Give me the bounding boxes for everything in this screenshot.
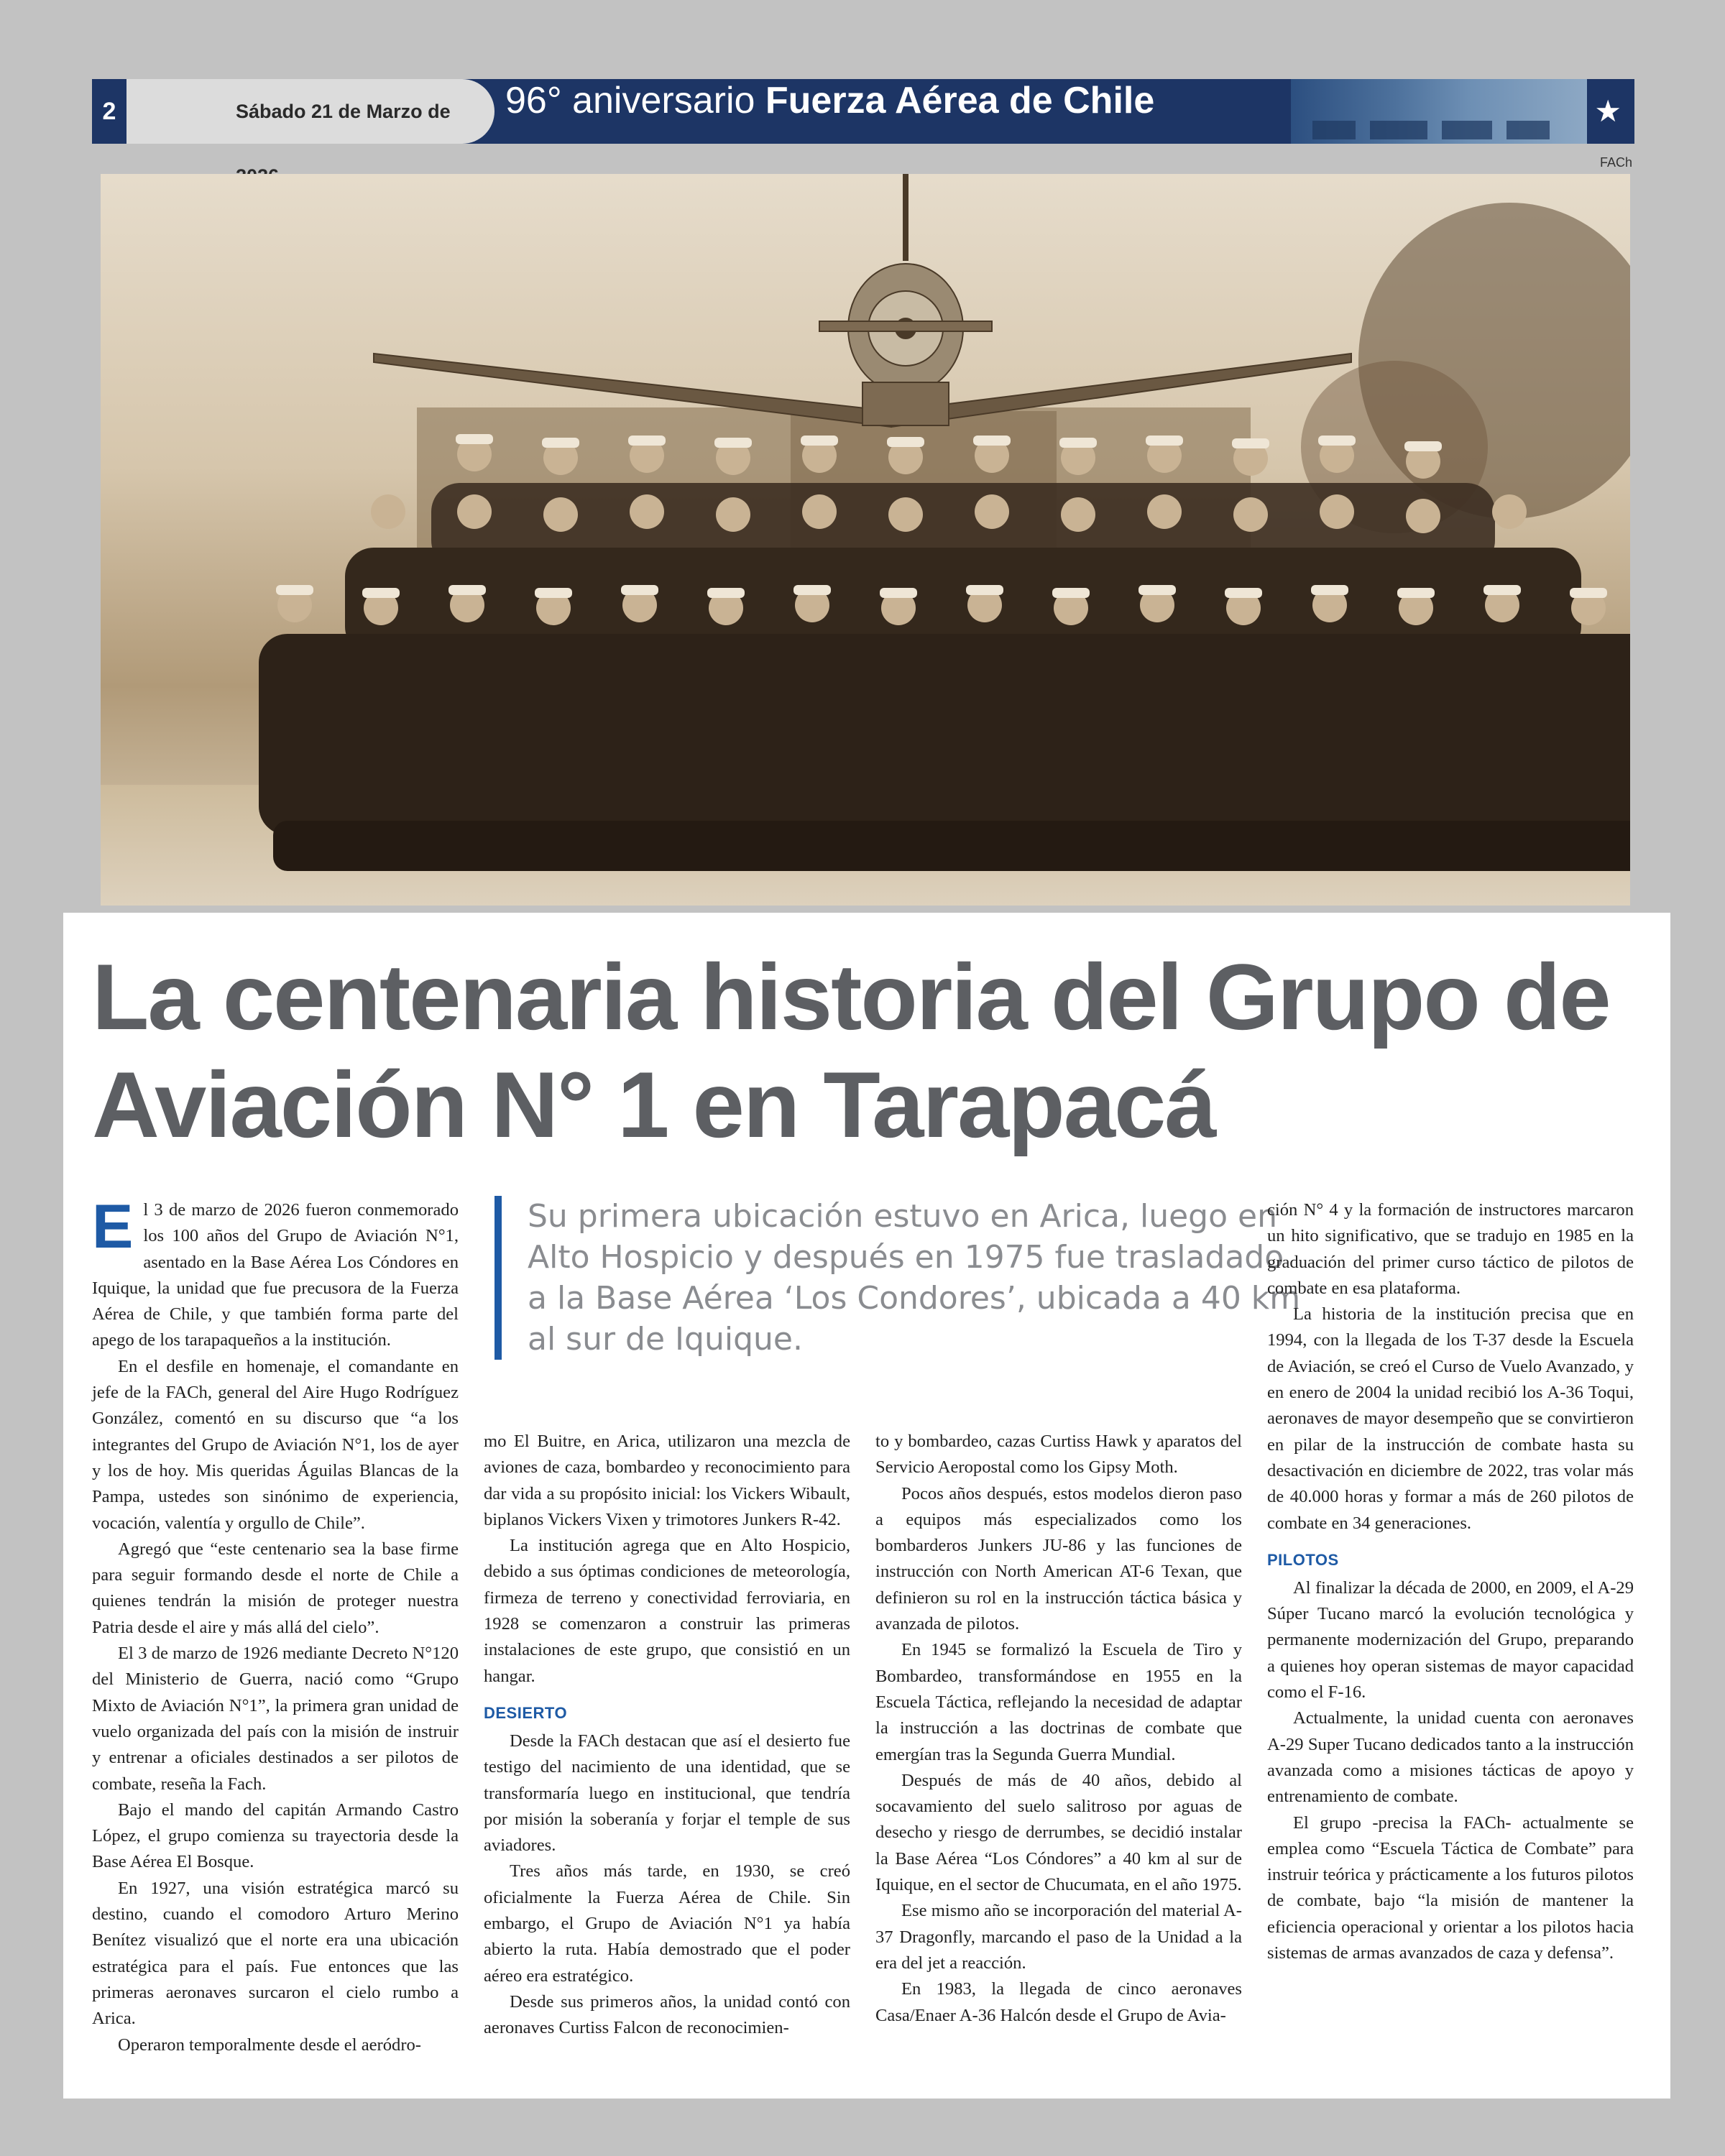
section-heading-pilotos: PILOTOS <box>1267 1550 1339 1569</box>
paragraph: La institución agrega que en Alto Hospicio, debido a sus óptimas condiciones de meteorología, firmeza de terreno y conectividad ferroviaria, en 1928 se comenzaron a construir las primeras instalaciones de este grupo, que consistió en un hangar. <box>484 1536 850 1686</box>
paragraph: En 1927, una visión estratégica marcó su destino, cuando el comodoro Arturo Merino Benítez visualizó que el norte era una ubicación estratégica para el país. Fue entonces que las primeras aeronaves surcaron el cielo rumbo a Arica. <box>92 1878 459 2029</box>
paragraph: El 3 de marzo de 1926 mediante Decreto N°120 del Ministerio de Guerra, nació como “Grupo Mixto de Aviación N°1”, la primera gran unidad de vuelo organizada del país con la misión de instruir y entrenar a oficiales destinados a ser pilotos de combate, reseña la Fach. <box>92 1644 459 1794</box>
paragraph: Desde sus primeros años, la unidad contó con aeronaves Curtiss Falcon de reconocimien- <box>484 1991 850 2038</box>
article-column-4 <box>1267 1197 1634 1966</box>
officers-group <box>259 434 1630 871</box>
article-column-3 <box>875 1429 1242 2029</box>
article-title: La centenaria historia del Grupo de Aviación N° 1 en Tarapacá <box>92 944 1610 1157</box>
star-icon: ★ <box>1594 93 1622 129</box>
article-panel <box>63 913 1670 2099</box>
paragraph: ción N° 4 y la formación de instructores marcaron un hito significativo, que se tradujo en 1985 en la graduación del primer curso táctico de pilotos de combate en esa plataforma. <box>1267 1200 1634 1298</box>
paragraph: Pocos años después, estos modelos dieron paso a equipos más especializados como los bombarderos Junkers JU-86 y las funciones de instrucción con North American AT-6 Texan, que definieron su rol en la instrucción táctica básica y avanzada de pilotos. <box>875 1483 1242 1634</box>
dropcap: E <box>92 1192 134 1261</box>
anniversary-org: Fuerza Aérea de Chile <box>765 80 1155 121</box>
photo-credit: FACh <box>1600 155 1633 170</box>
article-column-1 <box>92 1192 459 2058</box>
banner-photo-strip <box>1291 79 1587 144</box>
issue-date: Sábado 21 de Marzo de <box>236 101 451 122</box>
paragraph: La historia de la institución precisa que en 1994, con la llegada de los T-37 desde la Escuela de Aviación, se creó el Curso de Vuelo Avanzado, y en enero de 2004 la unidad recibió los A-36 Toqui, aeronaves de mayor desempeño que se convirtieron en pilar de la instrucción de combate hasta su desactivación en diciembre de 2022, tras volar más de 40.000 horas y formar a más de 260 pilotos de combate en 34 generaciones. <box>1267 1304 1634 1533</box>
paragraph: Después de más de 40 años, debido al socavamiento del suelo salitroso por aguas de desecho y riesgo de derrumbes, se decidió instalar la Base Aérea “Los Cóndores” a 40 km al sur de Iquique, en el sector de Chucumata, en el año 1975. <box>875 1770 1242 1895</box>
historic-group-photo <box>101 174 1630 906</box>
paragraph: En 1945 se formalizó la Escuela de Tiro y Bombardeo, transformándose en 1955 en la Escuela Táctica, reflejando la necesidad de adaptar la instrucción a las doctrinas de combate que emergían tras la Segunda Guerra Mundial. <box>875 1640 1242 1764</box>
pull-quote: Su primera ubicación estuvo en Arica, luego en Alto Hospicio y después en 1975 fue trasladado a la Base Aérea ‘Los Condores’, ubicada a 40 km al sur de Iquique. <box>494 1196 1307 1360</box>
section-banner <box>505 79 1154 144</box>
paragraph: Desde la FACh destacan que así el desierto fue testigo del nacimiento de una identidad, que se transformaría luego en institucional, que tendría por misión la soberanía y forjar el temple de sus aviadores. <box>484 1731 850 1856</box>
lead-paragraph: El 3 de marzo de 2026 fueron conmemorado los 100 años del Grupo de Aviación N°1, asentado en la Base Aérea Los Cóndores en Iquique, la unidad que fue precusora de la Fuerza Aérea de Chile, y que también forma parte del apego de los tarapaqueños a la institución. <box>92 1192 459 1350</box>
paragraph: En 1983, la llegada de cinco aeronaves Casa/Enaer A-36 Halcón desde el Grupo de Avia- <box>875 1979 1242 2025</box>
section-heading-desierto: DESIERTO <box>484 1703 568 1722</box>
paragraph: Actualmente, la unidad cuenta con aeronaves A-29 Super Tucano dedicados tanto a la instrucción avanzada como a misiones tácticas de apoyo y entrenamiento de combate. <box>1267 1708 1634 1807</box>
paragraph: Operaron temporalmente desde el aeródro- <box>118 2035 421 2055</box>
paragraph: to y bombardeo, cazas Curtiss Hawk y aparatos del Servicio Aeropostal como los Gipsy Moth. <box>875 1432 1242 1478</box>
paragraph: Al finalizar la década de 2000, en 2009, el A-29 Súper Tucano marcó la evolución tecnológica y permanente modernización del Grupo, preparando a quienes hoy operan sistemas de mayor capacidad como el F-16. <box>1267 1577 1634 1703</box>
photo-illustration <box>101 174 1630 906</box>
page-number: 2 <box>102 98 116 125</box>
paragraph: mo El Buitre, en Arica, utilizaron una mezcla de aviones de caza, bombardeo y reconocimiento para dar vida a su propósito inicial: los Vickers Wibault, biplanos Vickers Vixen y trimotores Junkers R-42. <box>484 1432 850 1529</box>
paragraph: En el desfile en homenaje, el comandante en jefe de la FACh, general del Aire Hugo Rodríguez González, comentó en su discurso que “a los integrantes del Grupo de Aviación N°1, los de ayer y los de hoy. Mis queridas Águilas Blancas de la Pampa, ustedes son sinónimo de experiencia, vocación, valentía y orgullo de Chile”. <box>92 1356 459 1533</box>
issue-date-pill <box>126 79 494 144</box>
paragraph: Ese mismo año se incorporación del material A-37 Dragonfly, marcando el paso de la Unidad a la era del jet a reacción. <box>875 1901 1242 1973</box>
airplane-illustration <box>374 174 1351 427</box>
page-header-bar <box>92 79 1634 144</box>
paragraph: Tres años más tarde, en 1930, se creó oficialmente la Fuerza Aérea de Chile. Sin embargo, el Grupo de Aviación N°1 ya había abierto la ruta. Había demostrado que el poder aéreo era estratégico. <box>484 1861 850 1986</box>
paragraph: Bajo el mando del capitán Armando Castro López, el grupo comienza su trayectoria desde la Base Aérea El Bosque. <box>92 1800 459 1872</box>
article-column-2 <box>484 1429 850 2042</box>
anniversary-prefix: 96° aniversario <box>505 80 755 121</box>
paragraph: Agregó que “este centenario sea la base firme para seguir formando desde el norte de Chile a quienes tendrán la misión de proteger nuestra Patria desde el aire y más allá del cielo”. <box>92 1539 459 1637</box>
paragraph: El grupo -precisa la FACh- actualmente se emplea como “Escuela Táctica de Combate” para instruir teórica y prácticamente a los futuros pilotos de combate, bajo “la misión de mantener la eficiencia operacional y orientar a los pilotos hacia sistemas de armas avanzados de caza y defensa”. <box>1267 1812 1634 1963</box>
